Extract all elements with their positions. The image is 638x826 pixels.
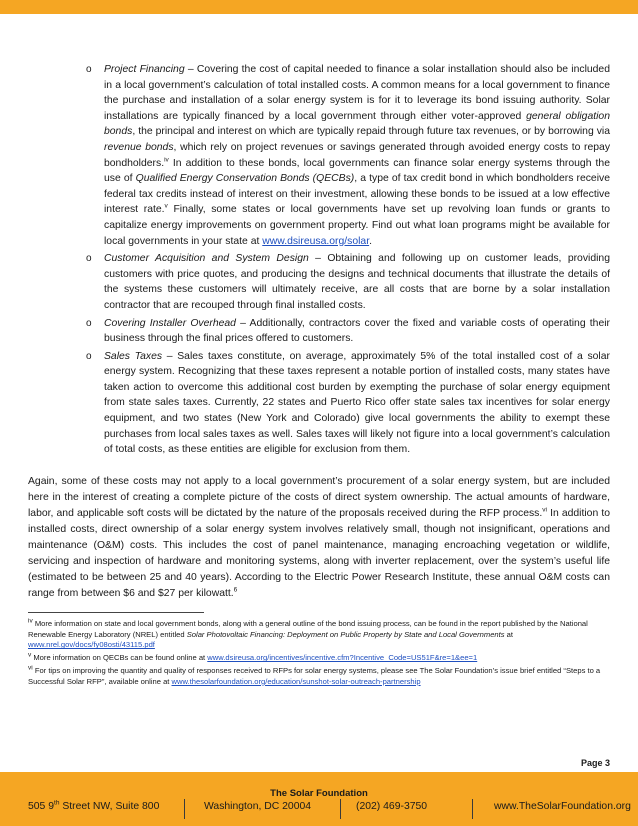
text-run: – Additionally, contractors cover the fixed and variable costs of operating their business through the final prices offered to customers. [104,317,610,345]
bullet-customer-acquisition [28,251,610,313]
text-run: . [369,235,372,247]
text-run: More information on QECBs can be found online at [31,653,208,663]
body-paragraph [28,474,610,602]
footer-city: Washington, DC 20004 [204,801,312,812]
text-run: In addition to installed costs, direct ownership of a solar energy system involves relatively small, though not insignificant, operations and maintenance (O&M) costs. This includes the cost of panel maintenance, managing encroaching vegetation or wildlife, servicing and inspection of hardware and monitoring systems, along with inverter replacement, over the system’s useful life (estimated to be between 25 and 40 years). According to the Electric Power Research Institute, these annual O&M costs can range from between $6 and $27 per kilowatt. [28,507,611,599]
footnote-divider [28,612,204,613]
emphasis-text: revenue bonds [104,141,174,153]
bullet-marker: o [86,64,92,75]
footnote-ref: iv [28,617,33,625]
bullet-marker: o [86,317,92,329]
hyperlink[interactable]: www.nrel.gov/docs/fy08osti/43115.pdf [28,640,155,650]
text-run: – Obtaining and following up on customer leads, providing customers with price quotes, and producing the designs and technical documents that illustrate the details of the systems these customers will ultimately receive, are all costs that are borne by a solar installation contractor that are recouped through final installed costs. [104,253,610,311]
emphasis-text: Sales Taxes [104,350,163,362]
emphasis-text: Project Financing [104,64,185,75]
bullet-text [104,64,610,247]
page-number: Page 3 [580,758,610,768]
footer-separator [472,799,473,819]
footnote-ref: vi [28,664,33,672]
emphasis-text: Qualified Energy Conservation Bonds (QECBs) [135,173,355,185]
text-run: – Sales taxes constitute, on average, approximately 5% of the total installed cost of a solar energy system. Recognizing that these taxes represent a notable portion of installed costs, many states have taken action to overcome this additional cost burden by exempting the purchase of solar energy equipment from state sales taxes. Currently, 22 states and Puerto Rico offer state sales tax incentives for solar energy equipment, and two states (New York and Colorado) give local governments the ability to exempt these purchases from local sales taxes as well. Sales taxes will likely not figure into a local government’s calculation of total costs, as these entities are eligible for exclusion from them. [104,350,610,456]
bullet-text [104,318,610,345]
footnote-ref: iv [164,156,169,164]
text-run: For tips on improving the quantity and quality of responses received to RFPs for solar energy systems, please see The Solar Foundation’s issue brief entitled “Steps to a Successful Solar RFP”, available online at [28,666,601,686]
cost-bullet-list [28,62,610,458]
bullet-sales-taxes [28,349,610,458]
text-run: More information on state and local government bonds, along with a general outline of the bond issuing process, can be found in the report published by the National Renewable Energy Laboratory (NREL) entitled [28,618,588,639]
bullet-project-financing [28,62,610,249]
bullet-text [104,253,610,311]
footnote-ref: vi [542,506,547,514]
text-run: , which rely on project revenues or savings generated through avoided energy costs to repay bondholders. [104,141,611,169]
text-run: In addition to these bonds, local governments can finance solar energy systems through the use of [104,157,610,185]
footer-address: 505 9th Street NW, Suite 800 [28,799,160,812]
text-run: at [504,629,514,639]
emphasis-text: Solar Photovoltaic Financing: Deployment on Public Property by State and Local Governments [186,629,505,639]
footer-separator [340,799,341,819]
text-run: , the principal and interest on which are typically repaid through future tax revenues, or by borrowing via [132,126,610,138]
footer-website[interactable]: www.TheSolarFoundation.org [494,801,631,812]
hyperlink[interactable]: www.thesolarfoundation.org/education/sunshot-solar-outreach-partnership [171,676,421,686]
footer-phone: (202) 469-3750 [356,801,428,812]
emphasis-text: Covering Installer Overhead [104,317,236,329]
footnote-iv [28,619,610,651]
hyperlink[interactable]: www.dsireusa.org/incentives/incentive.cfm?Incentive_Code=US51F&re=1&ee=1 [207,653,478,663]
emphasis-text: general obligation bonds [104,110,610,138]
page-content [28,62,610,690]
footnote-ref: v [28,651,32,659]
header-accent-bar [0,0,638,14]
text-run: – Covering the cost of capital needed to finance a solar installation should also be included in a local government’s calculation of total installed costs. A common means for a local government to finance the purchase and installation of a solar energy system is for it to leverage its bond issuing authority. Solar installations are typically financed by a local government through either voter-approved [104,64,610,122]
footer-separator [184,799,185,819]
footnote-vi [28,666,610,688]
footnote-v [28,653,610,664]
page-footer [0,772,638,826]
footnote-ref: 6 [233,586,238,594]
bullet-installer-overhead [28,316,610,347]
hyperlink[interactable]: www.dsireusa.org/solar [262,235,370,247]
bullet-marker: o [86,350,92,362]
text-run: Again, some of these costs may not apply to a local government’s procurement of a solar energy system, but are included here in the interest of creating a complete picture of the costs of direct system ownership. The actual amounts of hardware, labor, and applicable soft costs will be dictated by the nature of the proposals received during the RFP process. [28,475,610,519]
text-run: Finally, some states or local governments have set up revolving loan funds or grants to capitalize energy improvements on government property. Find out what loan programs might be available for local governments in your state at [104,204,610,247]
footer-org-name: The Solar Foundation [270,788,368,799]
bullet-marker: o [86,253,92,265]
bullet-text [104,351,610,456]
emphasis-text: Customer Acquisition and System Design [104,253,309,265]
text-run: , a type of tax credit bond in which bondholders receive federal tax credits instead of interest on their investment, allowing these bonds to be issued at a low effective interest rate. [104,173,610,216]
footnote-ref: v [164,202,168,210]
